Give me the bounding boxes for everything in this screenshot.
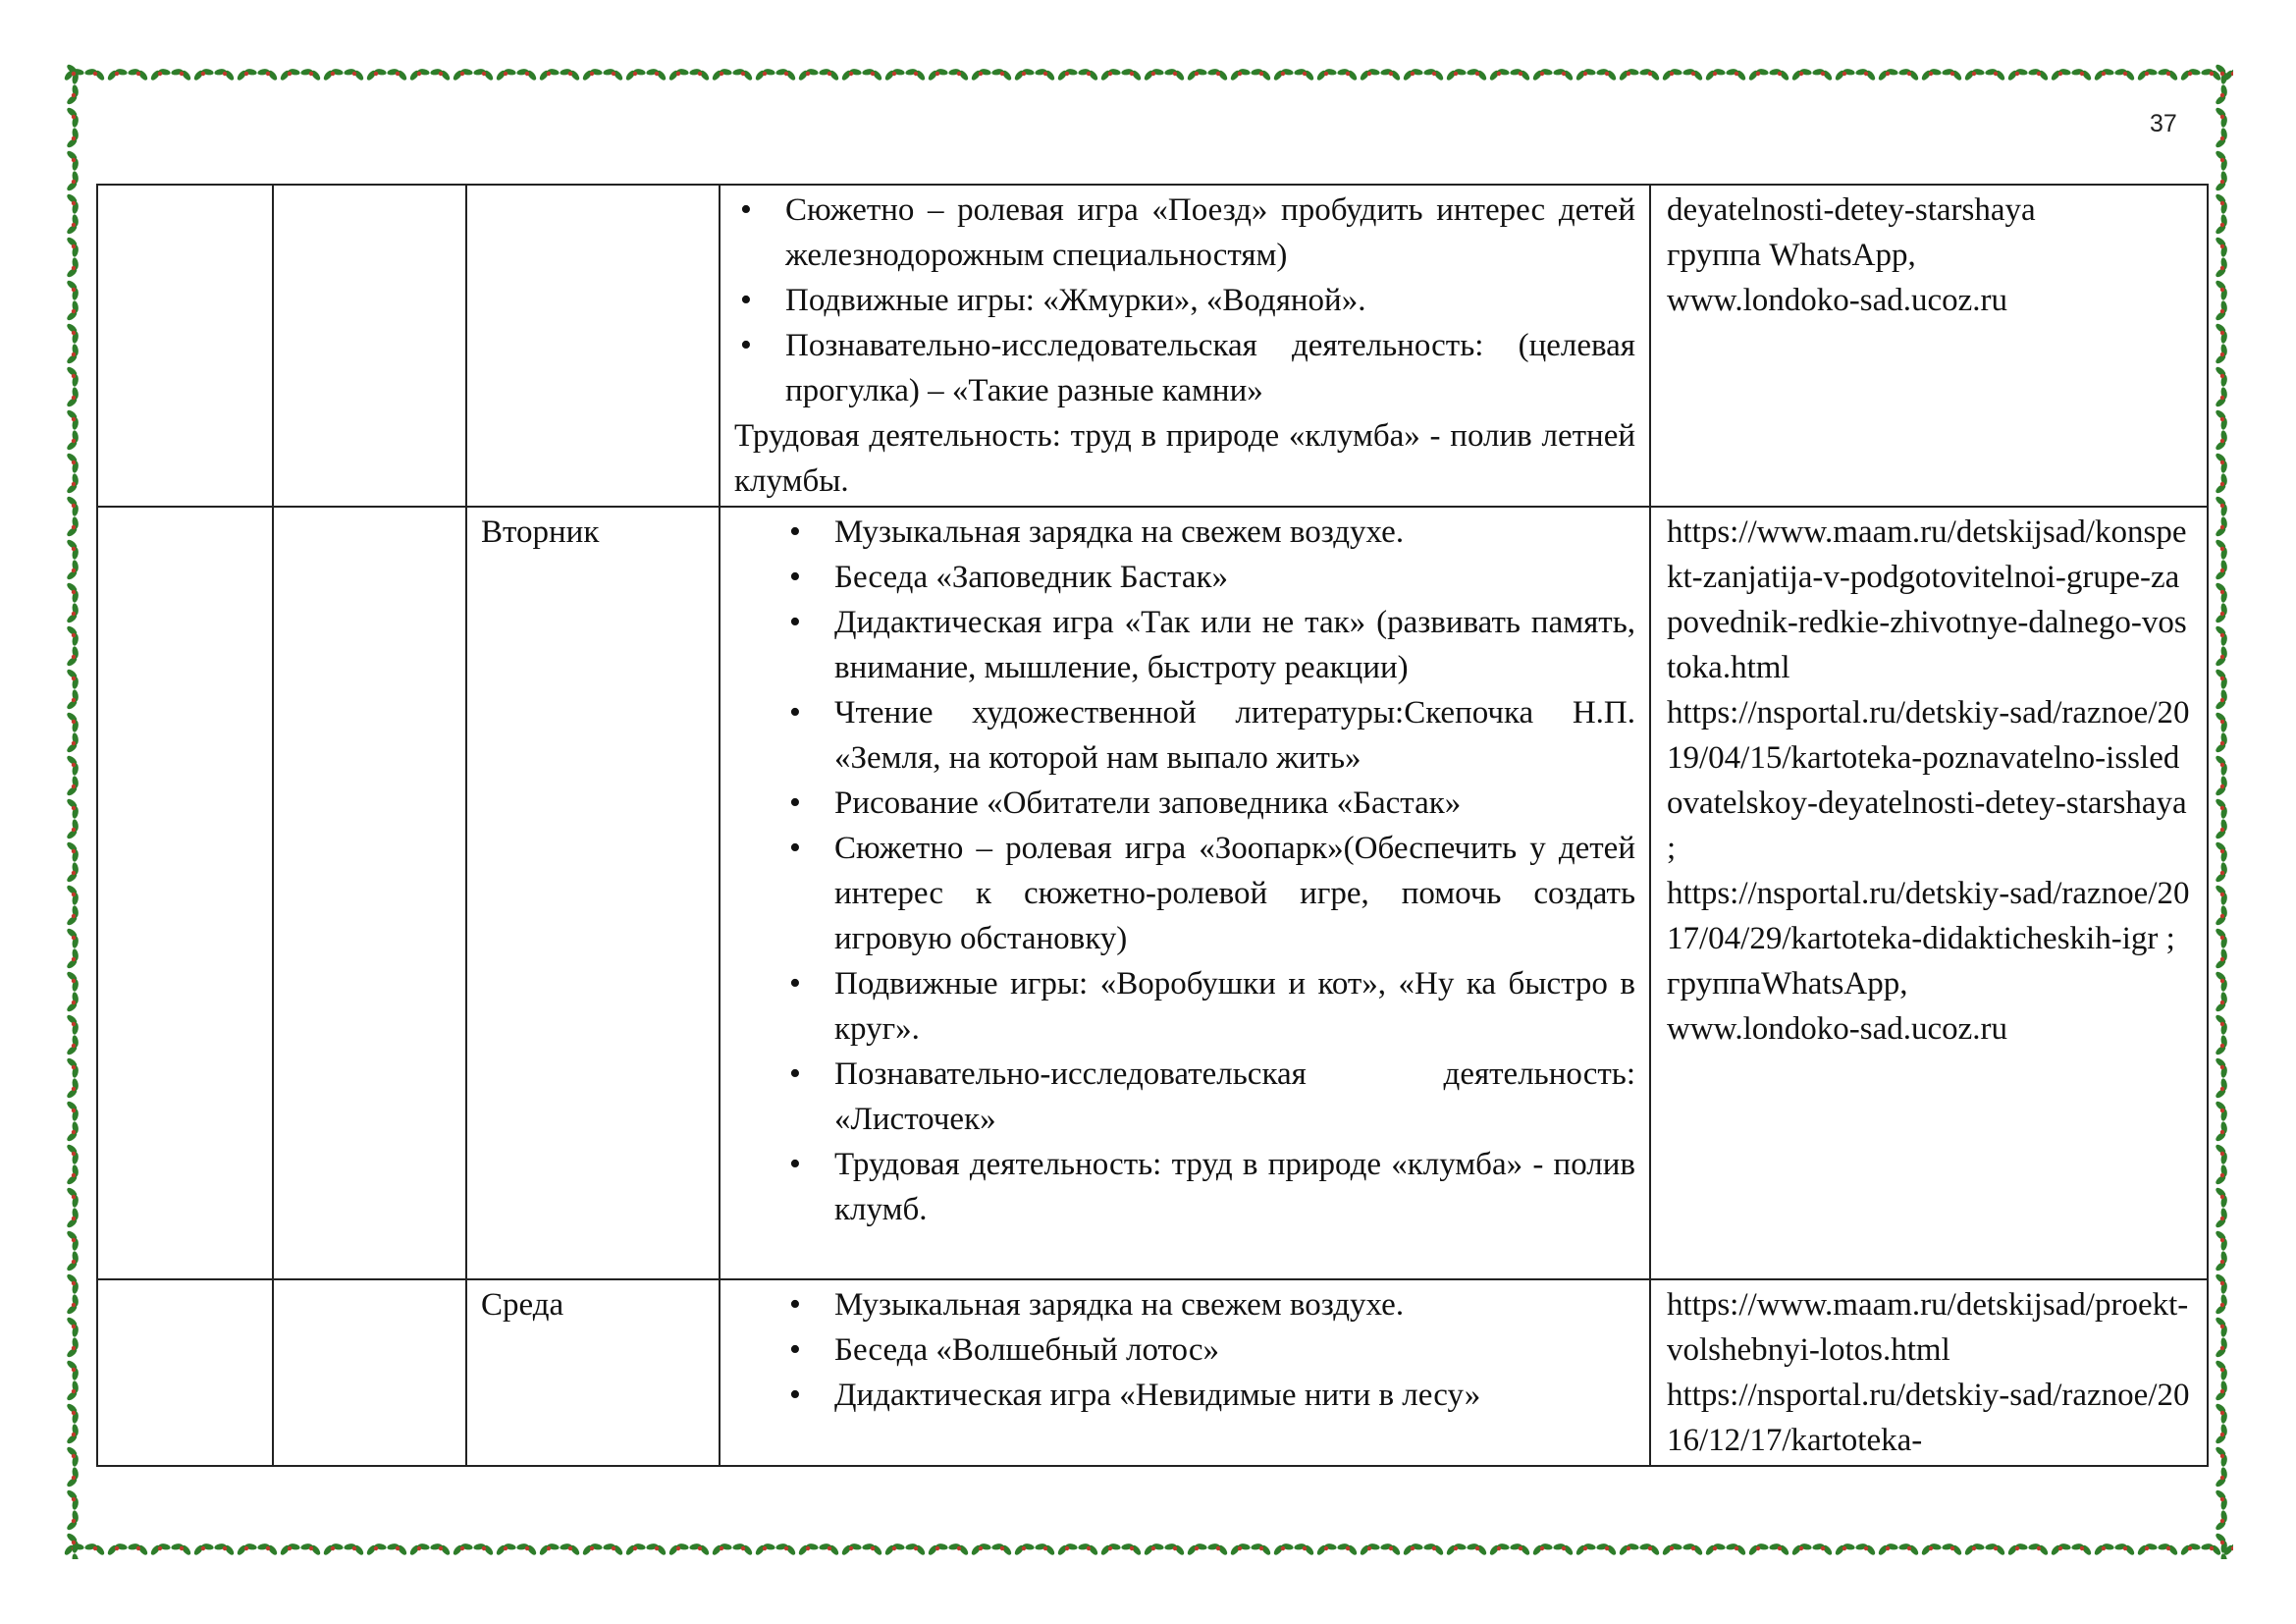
empty-cell [97,1279,273,1466]
link-text: https://nsportal.ru/detskiy-sad/raznoe/2017/04/29/kartoteka-didakticheskih-igr ; [1667,876,2190,956]
link-text: https://www.maam.ru/detskijsad/proekt-volshebnyi-lotos.html [1667,1287,2189,1368]
list-item: • Познавательно-исследовательская деятельность: (целевая прогулка) – «Такие разные камни» [734,323,1635,413]
list-item: • Чтение художественной литературы:Скепочка Н.П. «Земля, на которой нам выпало жить» [734,690,1635,781]
day-cell: Среда [466,1279,720,1466]
list-item: • Познавательно-исследовательская деятельность: «Листочек» [734,1052,1635,1142]
activities-list [734,188,1635,413]
link-text: https://www.maam.ru/detskijsad/konspekt-zanjatija-v-podgotovitelnoi-grupe-zapovednik-redkie-zhivotnye-dalnego-vostoka.html [1667,514,2187,685]
list-item: • Рисование «Обитатели заповедника «Бастак» [734,781,1635,826]
activities-cell [720,1279,1650,1466]
weekly-plan-table [96,184,2209,1467]
list-item: • Беседа «Волшебный лотос» [734,1327,1635,1373]
link-text: www.londoko-sad.ucoz.ru [1667,283,2008,318]
link-text: deyatelnosti-detey-starshaya [1667,192,2036,228]
activities-list [734,510,1635,1232]
link-text: https://nsportal.ru/detskiy-sad/raznoe/2019/04/15/kartoteka-poznavatelno-issledovatelskoy-deyatelnosti-detey-starshaya ; [1667,695,2190,866]
activities-cell [720,507,1650,1279]
links-cell [1650,185,2208,507]
holly-garland-icon [63,1538,2233,1559]
holly-garland-icon [2212,63,2233,1559]
list-item: • Подвижные игры: «Воробушки и кот», «Ну ка быстро в круг». [734,961,1635,1052]
list-item: • Музыкальная зарядка на свежем воздухе. [734,1282,1635,1327]
list-item: • Музыкальная зарядка на свежем воздухе. [734,510,1635,555]
holly-garland-icon [63,63,84,1559]
empty-cell [97,185,273,507]
table-row [97,1279,2208,1466]
table-row [97,185,2208,507]
holly-garland-icon [63,63,2233,84]
holly-border-top [63,63,2233,84]
list-item: • Дидактическая игра «Невидимые нити в лесу» [734,1373,1635,1418]
link-text: группа WhatsApp, [1667,238,1916,273]
links-cell [1650,507,2208,1279]
list-item: • Трудовая деятельность: труд в природе «клумба» - полив клумб. [734,1142,1635,1232]
activities-cell [720,185,1650,507]
table-row [97,507,2208,1279]
holly-border-bottom [63,1538,2233,1559]
list-item: • Сюжетно – ролевая игра «Зоопарк»(Обеспечить у детей интерес к сюжетно-ролевой игре, помочь создать игровую обстановку) [734,826,1635,961]
list-item: • Дидактическая игра «Так или не так» (развивать память, внимание, мышление, быстроту реакции) [734,600,1635,690]
day-cell: Вторник [466,507,720,1279]
links-cell [1650,1279,2208,1466]
activities-list [734,1282,1635,1418]
empty-cell [273,507,466,1279]
holly-border-left [63,63,84,1559]
list-item: • Подвижные игры: «Жмурки», «Водяной». [734,278,1635,323]
page-number: 37 [2150,110,2177,137]
day-cell [466,185,720,507]
link-text: группаWhatsApp, [1667,966,1908,1001]
link-text: www.londoko-sad.ucoz.ru [1667,1011,2008,1047]
empty-cell [273,185,466,507]
list-item: • Сюжетно – ролевая игра «Поезд» пробудить интерес детей железнодорожным специальностям) [734,188,1635,278]
empty-cell [97,507,273,1279]
empty-cell [273,1279,466,1466]
holly-border-right [2212,63,2233,1559]
list-item: • Беседа «Заповедник Бастак» [734,555,1635,600]
labor-activity-note: Трудовая деятельность: труд в природе «клумба» - полив летней клумбы. [734,418,1635,499]
link-text: https://nsportal.ru/detskiy-sad/raznoe/2016/12/17/kartoteka- [1667,1378,2190,1458]
